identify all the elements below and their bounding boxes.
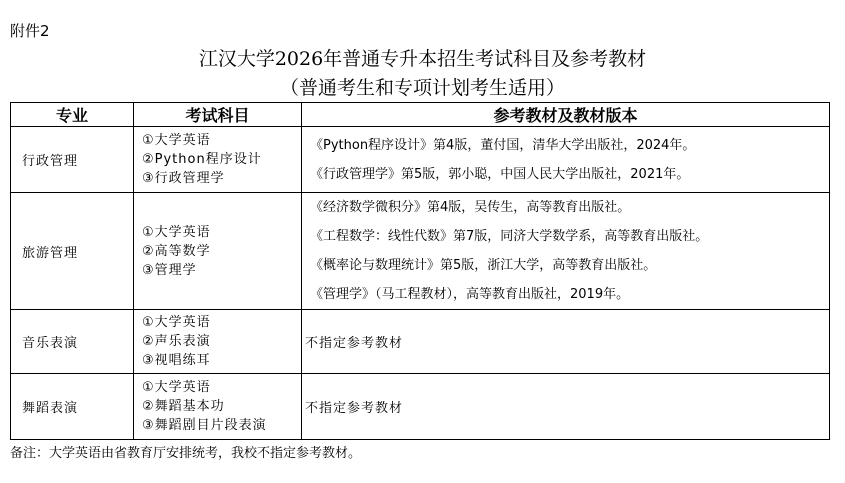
subjects-cell [134, 193, 302, 310]
books-cell [302, 193, 830, 310]
major-cell: 行政管理 [11, 127, 134, 193]
subject-item: ②舞蹈基本功 [142, 399, 225, 414]
table-row [11, 374, 830, 440]
exam-subjects-table [10, 102, 830, 440]
subject-item: ①大学英语 [142, 133, 211, 148]
subject-item: ③舞蹈剧目片段表演 [142, 418, 267, 433]
books-cell [302, 127, 830, 193]
table-row [11, 127, 830, 193]
subjects-cell [134, 310, 302, 374]
subject-item: ③行政管理学 [142, 171, 225, 186]
subjects-cell [134, 127, 302, 193]
book-item: 《工程数学：线性代数》第7版，同济大学数学系，高等教育出版社。 [310, 229, 709, 244]
subject-item: ②声乐表演 [142, 334, 211, 349]
book-item: 《概率论与数理统计》第5版，浙江大学，高等教育出版社。 [310, 258, 657, 273]
table-row [11, 193, 830, 310]
subject-item: ③管理学 [142, 262, 197, 278]
book-item: 《经济数学微积分》第4版，吴传生，高等教育出版社。 [310, 200, 631, 215]
book-item: 《Python程序设计》第4版，董付国，清华大学出版社，2024年。 [310, 137, 696, 153]
document-subtitle: （普通考生和专项计划考生适用） [279, 77, 565, 99]
book-item: 《行政管理学》第5版，郭小聪，中国人民大学出版社，2021年。 [310, 166, 690, 182]
subject-item: ①大学英语 [142, 224, 211, 240]
major-cell: 旅游管理 [11, 193, 134, 310]
footnote: 备注：大学英语由省教育厅安排统考，我校不指定参考教材。 [10, 446, 362, 461]
books-cell: 不指定参考教材 [302, 310, 830, 374]
subjects-cell [134, 374, 302, 440]
subject-item: ②高等数学 [142, 243, 211, 259]
book-item: 《管理学》（马工程教材），高等教育出版社，2019年。 [310, 287, 630, 302]
header-subjects: 考试科目 [134, 103, 302, 127]
attachment-label: 附件2 [10, 22, 50, 40]
table-row [11, 310, 830, 374]
document-title: 江汉大学2026年普通专升本招生考试科目及参考教材 [198, 48, 647, 70]
header-major: 专业 [11, 103, 134, 127]
subject-item: ①大学英语 [142, 380, 211, 395]
major-cell: 音乐表演 [11, 310, 134, 374]
subject-item: ①大学英语 [142, 315, 211, 330]
subject-item: ②Python程序设计 [142, 152, 262, 167]
header-books: 参考教材及教材版本 [302, 103, 830, 127]
major-cell: 舞蹈表演 [11, 374, 134, 440]
subject-item: ③视唱练耳 [142, 353, 211, 368]
books-cell: 不指定参考教材 [302, 374, 830, 440]
table-header-row [11, 103, 830, 127]
